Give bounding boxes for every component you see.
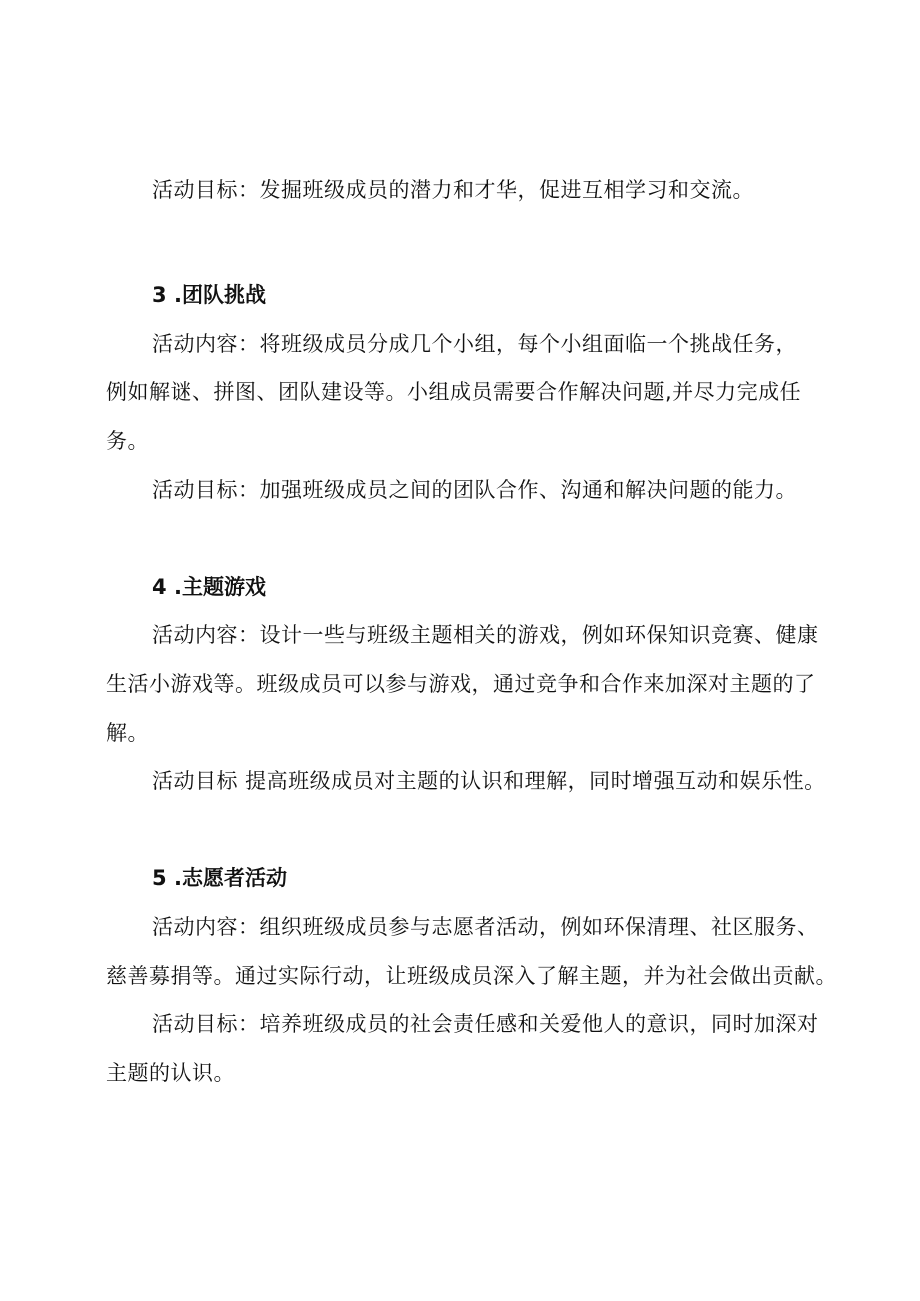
section-5-title: .志愿者活动	[174, 866, 287, 890]
section-4-heading	[152, 572, 266, 602]
paragraph-goal-2: 活动目标：发掘班级成员的潜力和才华，促进互相学习和交流。	[152, 178, 754, 202]
section-5-goal-line-1: 活动目标：培养班级成员的社会责任感和关爱他人的意识，同时加深对	[152, 1012, 819, 1036]
section-3-number: 3	[152, 283, 167, 307]
section-4-number: 4	[152, 575, 167, 599]
section-4-title: .主题游戏	[174, 575, 266, 599]
section-4-content-line-3: 解。	[106, 721, 149, 745]
section-3-goal: 活动目标：加强班级成员之间的团队合作、沟通和解决问题的能力。	[152, 478, 797, 502]
section-5-number: 5	[152, 866, 167, 890]
section-5-content-line-1: 活动内容：组织班级成员参与志愿者活动，例如环保清理、社区服务、	[152, 915, 819, 939]
section-5-goal-line-2: 主题的认识。	[106, 1061, 235, 1085]
section-3-content-line-3: 务。	[106, 429, 149, 453]
section-4-goal: 活动目标 提高班级成员对主题的认识和理解，同时增强互动和娱乐性。	[152, 769, 826, 793]
section-3-title: .团队挑战	[174, 283, 266, 307]
section-3-heading	[152, 280, 266, 310]
section-4-content-line-2: 生活小游戏等。班级成员可以参与游戏，通过竞争和合作来加深对主题的了	[106, 672, 816, 696]
section-4-content-line-1: 活动内容：设计一些与班级主题相关的游戏，例如环保知识竞赛、健康	[152, 623, 819, 647]
section-5-heading	[152, 863, 287, 893]
section-3-content-line-2: 例如解谜、拼图、团队建设等。小组成员需要合作解决问题,并尽力完成任	[106, 380, 802, 404]
section-3-content-line-1: 活动内容：将班级成员分成几个小组，每个小组面临一个挑战任务，	[152, 332, 797, 356]
section-5-content-line-2: 慈善募捐等。通过实际行动，让班级成员深入了解主题，并为社会做出贡献。	[106, 964, 837, 988]
